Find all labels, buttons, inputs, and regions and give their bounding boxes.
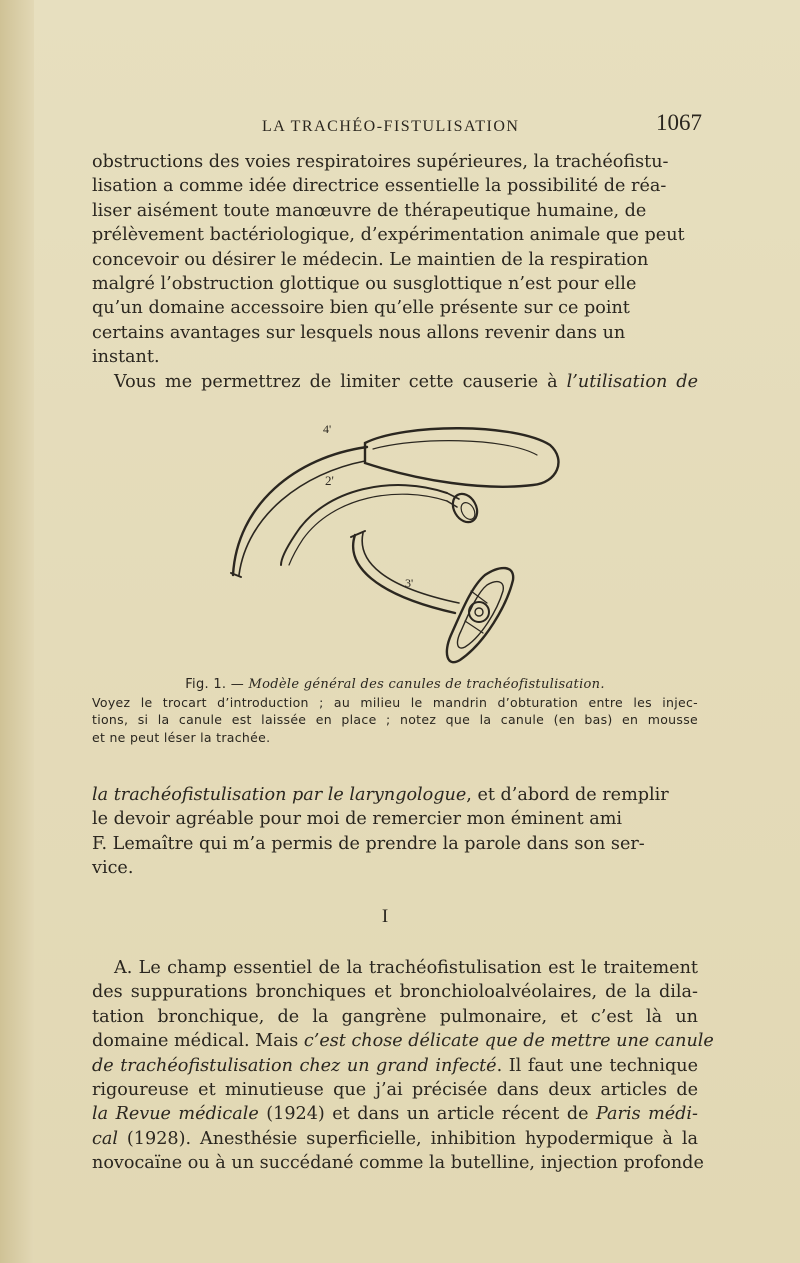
text-run: . Il faut une technique [496,1055,698,1076]
italic-run: l’utilisation de [566,372,698,392]
italic-run: c’est chose délicate que de mettre une canule [303,1031,714,1052]
text-line: A. Le champ essentiel de la trachéofistulisation est le traitement [114,958,698,978]
italic-run: la Revue médicale [92,1104,259,1125]
text-line: liser aisément toute manœuvre de thérapeutique humaine, de [92,200,647,221]
page-header [262,110,702,142]
text-line: malgré l’obstruction glottique ou susglottique n’est pour elle [92,274,637,295]
italic-run: cal [92,1128,118,1149]
cannula-figure [215,415,575,670]
figure-label-3: 3' [405,576,414,590]
text-line: F. Lemaître qui m’a permis de prendre la parole dans son ser- [92,833,645,854]
italic-run: de trachéofistulisation chez un grand infecté [92,1055,497,1076]
italic-run: Paris médi- [596,1104,699,1125]
text-line: concevoir ou désirer le médecin. Le maintien de la respiration [92,249,649,270]
text-line: tation bronchique, de la gangrène pulmonaire, et c’est là un [92,1006,698,1027]
page-number: 1067 [656,110,702,135]
section-numeral: I [381,906,389,927]
paragraph-1 [92,150,698,370]
text-line [92,783,698,807]
text-line [92,1102,698,1126]
text-run: (1928). Anesthésie superficielle, inhibition hypodermique à la [117,1128,698,1149]
text-line: prélèvement bactériologique, d’expérimentation animale que peut [92,225,685,246]
text-line: instant. [92,347,160,368]
text-line: le devoir agréable pour moi de remercier mon éminent ami [92,809,623,830]
text-line: des suppurations bronchiques et bronchioloalvéolaires, de la dila- [92,982,698,1003]
caption-dash: — [226,677,249,692]
caption-line: et ne peut léser la trachée. [92,729,271,745]
caption-line: tions, si la canule est laissée en place ; notez que la canule (en bas) en mousse [92,712,698,727]
italic-run: la trachéofistulisation par le laryngologue [92,785,467,805]
text-line: lisation a comme idée directrice essentielle la possibilité de réa- [92,176,667,197]
figure-caption [92,676,698,746]
paragraph-3 [92,980,714,1175]
paragraph-2-continued [92,783,698,881]
text-line [92,1054,698,1078]
text-line [92,1029,714,1053]
text-line: obstructions des voies respiratoires supérieures, la trachéofistu- [92,152,669,172]
text-line: certains avantages sur lesquels nous allons revenir dans un [92,322,626,343]
figure-label-2: 2' [325,473,334,488]
paragraph-2-start [92,370,698,394]
text-run: domaine médical. Mais [92,1031,304,1052]
caption-line: Voyez le trocart d’introduction ; au milieu le mandrin d’obturation entre les injec- [92,694,698,710]
text-line: novocaïne ou à un succédané comme la butelline, injection profonde [92,1153,704,1174]
caption-title: Modèle général des canules de trachéofistulisation. [248,677,605,692]
text-run: , et d’abord de remplir [466,785,669,805]
paragraph-3-first-line [92,956,698,980]
text-run: (1924) et dans un article récent de [258,1104,596,1125]
caption-title-line [92,676,698,694]
text-line: vice. [92,858,134,879]
caption-fig-number: Fig. 1. [185,677,227,692]
text-line: qu’un domaine accessoire bien qu’elle présente sur ce point [92,298,630,319]
running-title: LA TRACHÉO-FISTULISATION [262,118,520,135]
text-line [92,1127,698,1151]
text-run: Vous me permettrez de limiter cette causerie à [114,372,567,392]
text-line: rigoureuse et minutieuse que j’ai précisée dans deux articles de [92,1080,698,1101]
figure-label-4: 4' [323,422,332,436]
